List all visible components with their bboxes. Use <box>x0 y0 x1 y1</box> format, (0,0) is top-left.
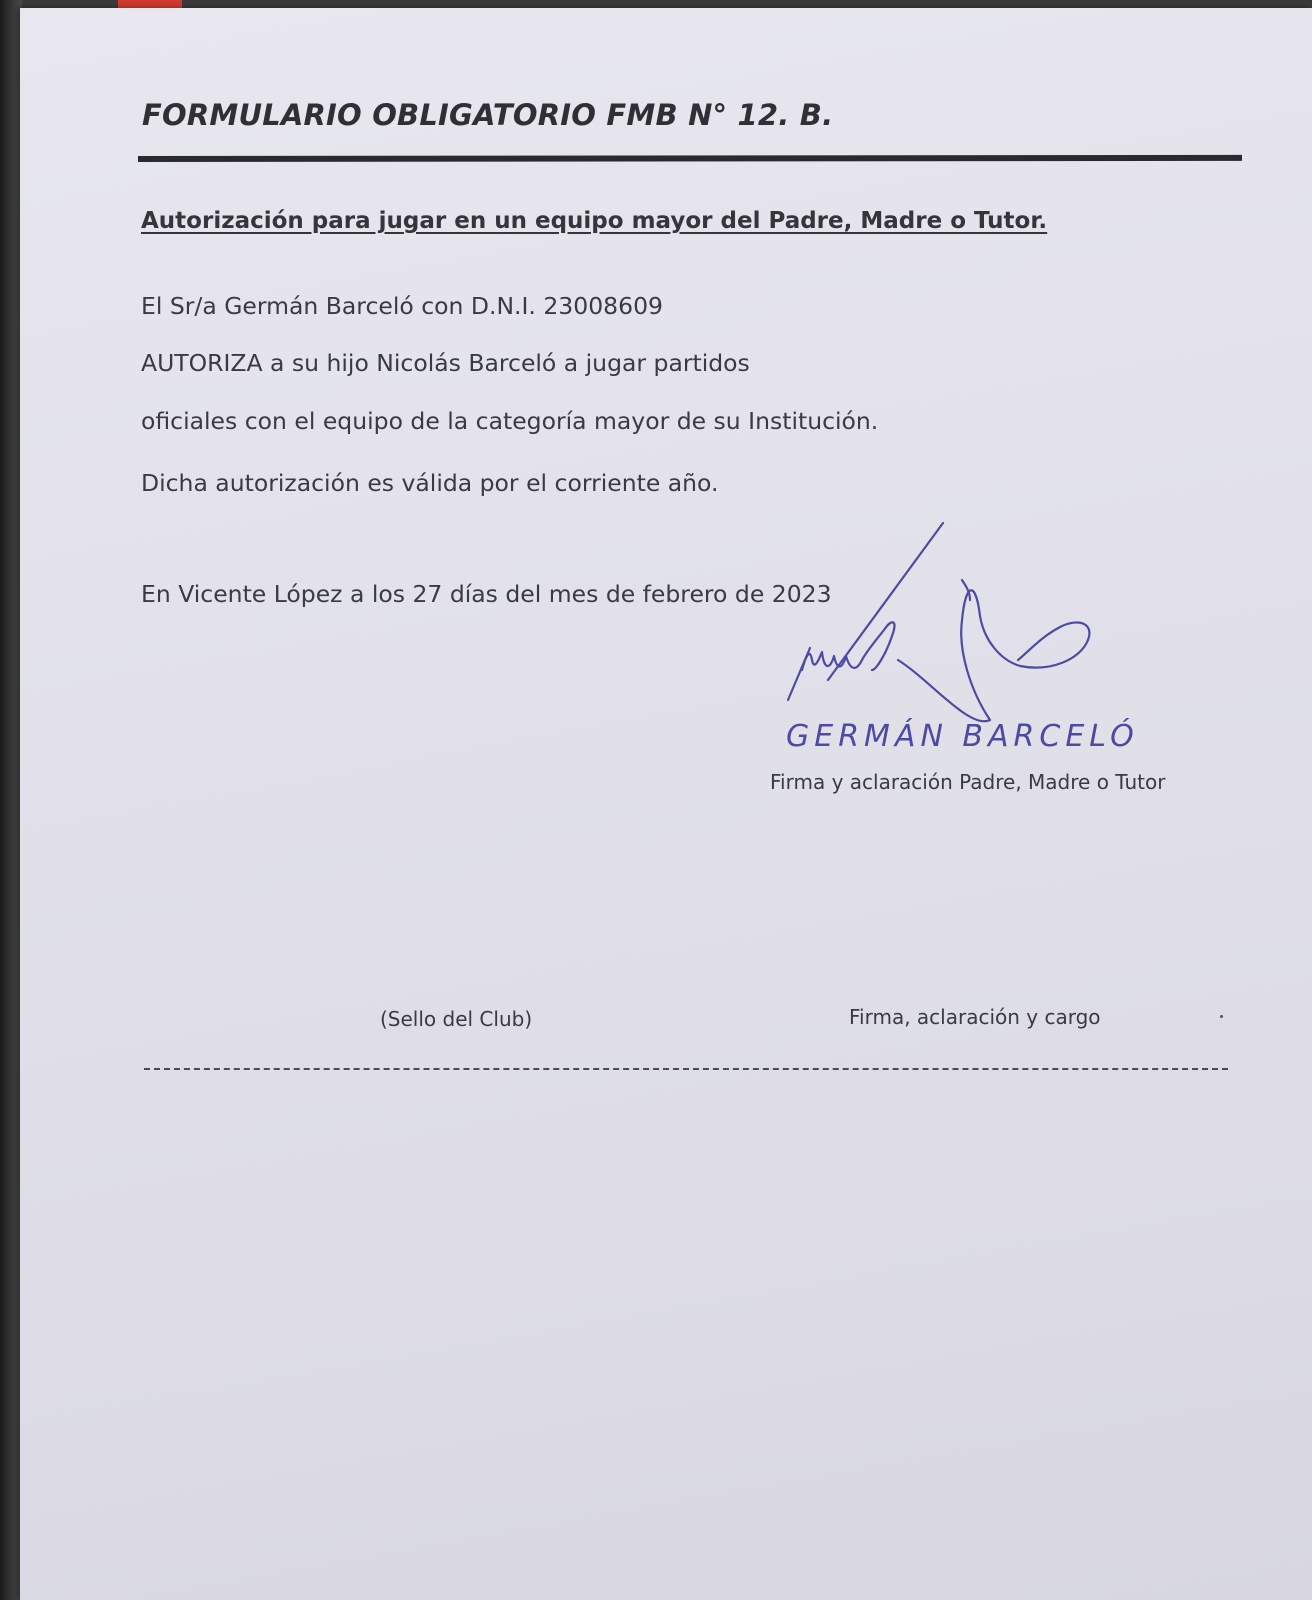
body-line-authorization: AUTORIZA a su hijo Nicolás Barceló a jugar partidos <box>141 349 750 377</box>
handwritten-signature <box>780 520 1180 770</box>
signature-name: GERMÁN BARCELÓ <box>786 719 1139 754</box>
body-line-parent: El Sr/a Germán Barceló con D.N.I. 23008609 <box>141 292 663 320</box>
dashed-cut-line <box>144 1068 1228 1070</box>
club-stamp-label: (Sello del Club) <box>380 1007 533 1031</box>
paper-sheet <box>20 8 1312 1600</box>
title-rule <box>138 155 1242 162</box>
body-line-category: oficiales con el equipo de la categoría mayor de su Institución. <box>141 407 879 435</box>
background-left <box>0 0 22 1600</box>
place-date: En Vicente López a los 27 días del mes de febrero de 2023 <box>141 580 832 608</box>
body-line-validity: Dicha autorización es válida por el corriente año. <box>141 469 719 497</box>
paper-speck <box>1220 1015 1223 1018</box>
signature-caption: Firma y aclaración Padre, Madre o Tutor <box>770 770 1166 794</box>
official-signature-label: Firma, aclaración y cargo <box>849 1005 1101 1029</box>
form-title: FORMULARIO OBLIGATORIO FMB N° 12. B. <box>142 98 834 132</box>
form-subtitle: Autorización para jugar en un equipo mayor del Padre, Madre o Tutor. <box>141 208 1048 234</box>
